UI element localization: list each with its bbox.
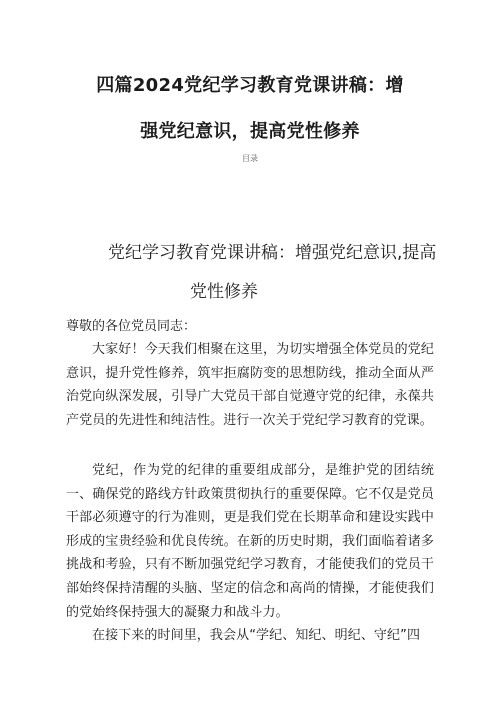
salutation: 尊敬的各位党员同志：	[66, 319, 197, 334]
article-title-line1: 党纪学习教育党课讲稿：增强党纪意识,提高	[108, 243, 437, 263]
body-paragraph-3: 在接下来的时间里，我会从“学纪、知纪、明纪、守纪”四	[92, 628, 421, 643]
article-title-line2: 党性修养	[190, 282, 258, 302]
body-paragraph-1: 大家好！今天我们相聚在这里，为切实增强全体党员的党纪意识，提升党性修养，筑牢拒腐防变的思想防线，推动全面从严治党向纵深发展，引导广大党员干部自觉遵守党的纪律，永葆共产党员的先进性和纯洁性。进行一次关于党纪学习教育的党课。	[66, 342, 434, 428]
document-title-line1: 四篇2024党纪学习教育党课讲稿：增	[96, 75, 404, 96]
body-paragraph-2: 党纪，作为党的纪律的重要组成部分，是维护党的团结统一、确保党的路线方针政策贯彻执行的重要保障。它不仅是党员干部必须遵守的行为准则，更是我们党在长期革命和建设实践中形成的宝贵经验和优良传统。在新的历史时期，我们面临着诸多挑战和考验，只有不断加强党纪学习教育，才能使我们的党员干部始终保持清醒的头脑、坚定的信念和高尚的情操，才能使我们的党始终保持强大的凝聚力和战斗力。	[66, 463, 434, 620]
table-of-contents-label: 目录	[242, 154, 258, 163]
document-title-line2: 强党纪意识，提高党性修养	[140, 121, 360, 142]
